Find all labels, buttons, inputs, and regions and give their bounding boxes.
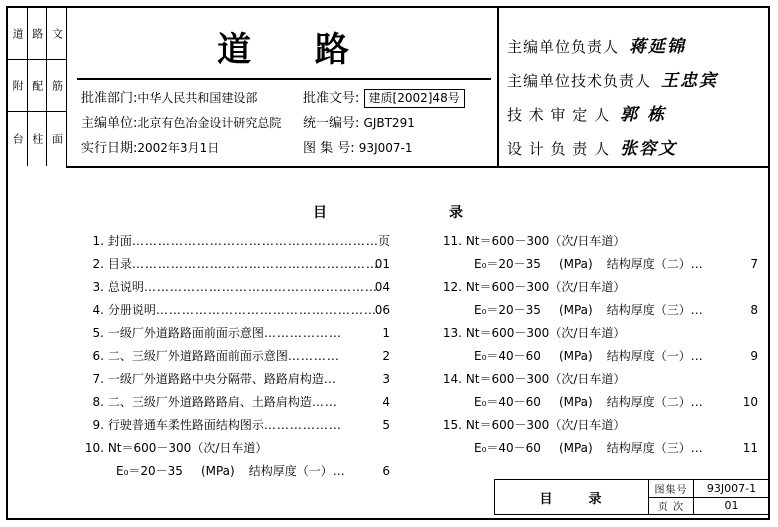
item-text: Nt＝600－300（次/日车道） [107, 441, 268, 455]
signature-row [507, 98, 778, 132]
list-item [80, 370, 390, 389]
item-number: 12. [442, 280, 462, 294]
item-page: 5 [382, 418, 390, 432]
tab-cell: 柱 [28, 112, 48, 166]
catalogue-column-right [438, 232, 758, 462]
subitem-unit: (MPa) [558, 441, 593, 455]
item-number: 11. [442, 234, 462, 248]
signature-label: 主编单位负责人 [507, 38, 620, 56]
item-number: 14. [442, 372, 462, 386]
list-item [80, 255, 390, 274]
item-dots: …………………………………………… [155, 303, 377, 317]
list-item [80, 416, 390, 435]
meta-row [81, 86, 491, 111]
list-item [438, 416, 758, 435]
subitem-dots: … [690, 441, 704, 455]
item-dots: …… [311, 395, 338, 409]
header-divider [77, 78, 491, 80]
meta-label: 实行日期: [81, 141, 138, 156]
list-item [80, 347, 390, 366]
signature-label: 设 计 负 责 人 [507, 140, 611, 158]
meta-label: 主编单位: [81, 116, 138, 131]
meta-col2 [303, 86, 465, 111]
list-item [438, 324, 758, 343]
item-page: 1 [382, 326, 390, 340]
header-left [67, 8, 499, 166]
item-dots: … [323, 372, 337, 386]
item-number: 7. [92, 372, 104, 386]
meta-row [81, 136, 491, 161]
item-dots: ……………… [263, 326, 342, 340]
subitem-e0: E₀＝20－35 [116, 464, 183, 478]
item-text: 封面 [107, 234, 132, 248]
subitem-thickness: 结构厚度（三） [606, 303, 691, 317]
item-text: Nt＝600－300（次/日车道） [465, 372, 626, 386]
subitem-dots: … [690, 395, 704, 409]
subitem-page: 6 [382, 464, 390, 478]
item-page: 2 [382, 349, 390, 363]
stamp-key: 图集号 [649, 480, 694, 497]
tab-cell: 文 [50, 27, 64, 40]
list-subitem [438, 439, 758, 458]
subitem-page: 10 [742, 395, 758, 409]
meta-col2 [303, 136, 412, 161]
catalogue-heading [8, 202, 770, 222]
tab-row [8, 112, 66, 166]
catalogue-heading-left: 目 [313, 205, 329, 221]
meta-row [81, 111, 491, 136]
item-dots: ………… [287, 349, 340, 363]
item-dots: ……………………………………………… [143, 280, 378, 294]
item-dots: ………………………………………………… [131, 234, 379, 248]
tab-cell: 附 [8, 60, 28, 111]
subitem-unit: (MPa) [200, 464, 235, 478]
stamp-fields [649, 480, 769, 514]
signature-row [507, 132, 778, 166]
item-text: 二、三级厂外道路路面前面示意图 [107, 349, 288, 363]
item-text: Nt＝600－300（次/日车道） [465, 234, 626, 248]
meta-value: 2002年3月1日 [137, 141, 220, 155]
list-item [438, 370, 758, 389]
meta-label: 批准部门: [81, 91, 138, 106]
item-text: 行驶普通车柔性路面结构图示 [107, 418, 264, 432]
catalogue-heading-right: 录 [449, 205, 465, 221]
subitem-thickness: 结构厚度（一） [248, 464, 333, 478]
subitem-dots: … [332, 464, 346, 478]
item-text: 二、三级厂外道路路路肩、土路肩构造 [107, 395, 312, 409]
list-item [438, 232, 758, 251]
catalogue-column-left [80, 232, 390, 485]
list-item [80, 278, 390, 297]
stamp-row [649, 480, 769, 498]
item-dots: ………………………………………………… [131, 257, 379, 271]
subitem-thickness: 结构厚度（二） [606, 257, 691, 271]
list-subitem [438, 347, 758, 366]
meta-col2 [303, 111, 415, 136]
subitem-e0: E₀＝20－35 [474, 303, 541, 317]
catalogue-body [8, 168, 770, 519]
item-number: 13. [442, 326, 462, 340]
stamp-title [495, 480, 649, 514]
tab-cell: 台 [8, 112, 28, 166]
item-number: 5. [92, 326, 104, 340]
item-number: 8. [92, 395, 104, 409]
subitem-page: 11 [742, 441, 758, 455]
header-block [66, 8, 770, 166]
item-text: 分册说明 [107, 303, 156, 317]
title-block-stamp [494, 479, 770, 515]
item-text: 总说明 [107, 280, 144, 294]
list-subitem [438, 393, 758, 412]
tab-cell: 配 [28, 60, 48, 111]
item-page: 3 [382, 372, 390, 386]
subitem-unit: (MPa) [558, 349, 593, 363]
item-page: 4 [382, 395, 390, 409]
page-title: 道 路 [217, 30, 375, 70]
item-number: 4. [92, 303, 104, 317]
item-number: 6. [92, 349, 104, 363]
item-number: 9. [92, 418, 104, 432]
meta-value-2: 建质[2002]48号 [364, 89, 465, 108]
list-item [80, 439, 390, 458]
item-number: 2. [92, 257, 104, 271]
meta-label-2: 统一编号: [303, 116, 360, 131]
list-item [438, 278, 758, 297]
stamp-key: 页 次 [649, 498, 694, 515]
subitem-e0: E₀＝40－60 [474, 349, 541, 363]
meta-value-2: 93J007-1 [358, 141, 413, 155]
meta-value: 中华人民共和国建设部 [137, 91, 258, 105]
subitem-thickness: 结构厚度（一） [606, 349, 691, 363]
signature-row [507, 30, 778, 64]
subitem-unit: (MPa) [558, 257, 593, 271]
tab-row [8, 8, 66, 60]
tab-cell: 路 [28, 8, 48, 59]
subitem-e0: E₀＝20－35 [474, 257, 541, 271]
list-item [80, 301, 390, 320]
item-page: 01 [374, 257, 390, 271]
list-item [80, 232, 390, 251]
item-text: 一级厂外道路路中央分隔带、路路肩构造 [107, 372, 324, 386]
item-number: 3. [92, 280, 104, 294]
subitem-dots: … [690, 303, 704, 317]
tab-cell: 筋 [50, 79, 64, 92]
subitem-e0: E₀＝40－60 [474, 441, 541, 455]
item-text: Nt＝600－300（次/日车道） [465, 280, 626, 294]
item-text: 目录 [107, 257, 132, 271]
list-item [80, 393, 390, 412]
stamp-value: 93J007-1 [706, 481, 757, 495]
item-page: 04 [374, 280, 390, 294]
item-text: 一级厂外道路路面前面示意图 [107, 326, 264, 340]
subitem-page: 7 [750, 257, 758, 271]
item-number: 10. [84, 441, 104, 455]
header-signatures [499, 8, 770, 166]
subitem-thickness: 结构厚度（三） [606, 441, 691, 455]
stamp-title-b: 录 [588, 491, 604, 507]
tab-row [8, 60, 66, 112]
subitem-dots: … [690, 349, 704, 363]
subitem-dots: … [690, 257, 704, 271]
list-subitem [438, 301, 758, 320]
stamp-row [649, 498, 769, 515]
meta-label-2: 图 集 号: [303, 141, 355, 156]
signature-label: 技 术 审 定 人 [507, 106, 611, 124]
item-page: 页 [377, 234, 390, 248]
meta-value: 北京有色冶金设计研究总院 [137, 116, 282, 130]
signature-name: 王忠宾 [661, 71, 719, 91]
item-dots: ……………… [263, 418, 342, 432]
subitem-unit: (MPa) [558, 395, 593, 409]
vertical-tab-strip [8, 8, 66, 166]
item-text: Nt＝600－300（次/日车道） [465, 326, 626, 340]
signature-label: 主编单位技术负责人 [507, 72, 652, 90]
signature-name: 蒋延锦 [629, 37, 687, 57]
meta-value-2: GJBT291 [363, 116, 415, 130]
subitem-unit: (MPa) [558, 303, 593, 317]
list-subitem [80, 462, 390, 481]
item-text: Nt＝600－300（次/日车道） [465, 418, 626, 432]
list-item [80, 324, 390, 343]
tab-cell: 道 [8, 8, 28, 59]
item-number: 1. [92, 234, 104, 248]
list-subitem [438, 255, 758, 274]
subitem-e0: E₀＝40－60 [474, 395, 541, 409]
signature-row [507, 64, 778, 98]
signature-name: 张容文 [620, 139, 678, 159]
stamp-title-a: 目 [539, 491, 555, 507]
header-meta [81, 86, 491, 161]
meta-label-2: 批准文号: [303, 91, 360, 106]
item-number: 15. [442, 418, 462, 432]
item-page: 06 [374, 303, 390, 317]
signature-name: 郭 栋 [620, 105, 666, 125]
tab-cell: 面 [50, 133, 64, 145]
subitem-page: 9 [750, 349, 758, 363]
subitem-thickness: 结构厚度（二） [606, 395, 691, 409]
subitem-page: 8 [750, 303, 758, 317]
stamp-value: 01 [724, 499, 739, 513]
